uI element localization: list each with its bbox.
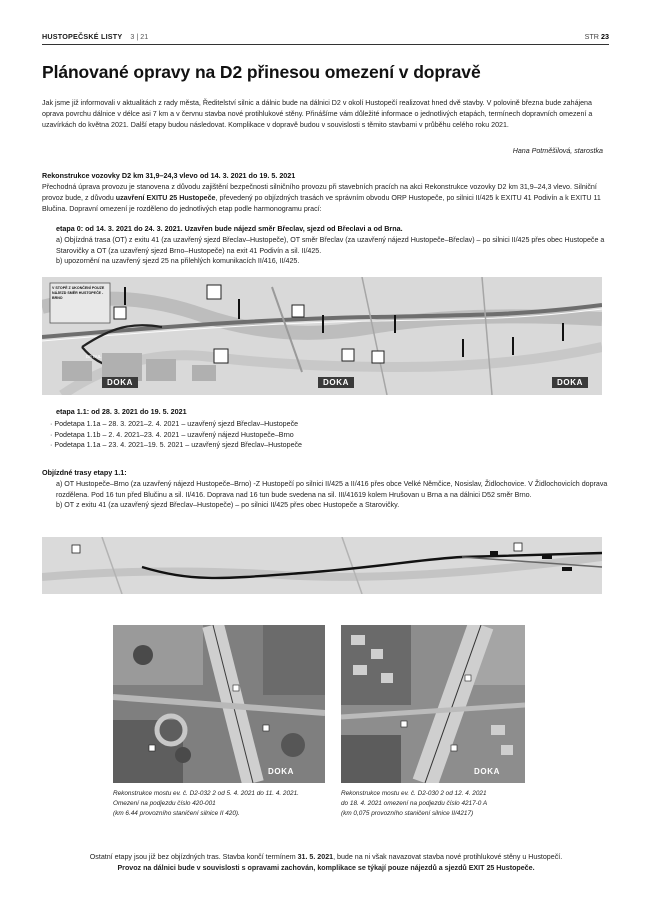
stage11-list [50,419,610,451]
photo1-caption-line1: Rekonstrukce mostu ev. č. D2-032 2 od 5. 4. 2021 do 11. 4. 2021. [113,790,299,797]
aerial-photo-bridge-1 [113,625,325,783]
footer-line1 [42,852,610,863]
stage0-item-b: b) upozornění na uzavřený sjezd 25 na přilehlých komunikacích II/416, II/425. [56,257,300,266]
photo2-caption-line3: (km 0,075 provozního staničení silnice II/4217) [341,810,474,817]
detour-map-stage11 [42,537,602,594]
photo2-doka-logo: DOKA [474,767,500,776]
photo1-doka-logo: DOKA [268,767,294,776]
map-detail-label: DETAIL [86,354,102,359]
reconstruction-paragraph [42,182,612,214]
map-stage11-graphic [42,537,602,594]
photo2-caption-line2: do 18. 4. 2021 omezení na podjezdu číslo 4217-0 A [341,800,488,807]
header-rule [42,44,609,45]
photo1-caption-line3: (km 6.44 provozního staničení silnice II 420). [113,810,240,817]
photo2-caption [341,789,571,819]
doka-logo-3: DOKA [552,377,588,388]
stage11-item-3: · Podetapa 1.1a – 23. 4. 2021–19. 5. 2021 – uzavřený sjezd Břeclav–Hustopeče [50,441,303,450]
header-right [585,32,609,41]
stage11-item-1: · Podetapa 1.1a – 28. 3. 2021–2. 4. 2021 – uzavřený sjezd Břeclav–Hustopeče [50,420,299,428]
stage0-heading: etapa 0: od 14. 3. 2021 do 24. 3. 2021. Uzavřen bude nájezd směr Břeclav, sjezd od Břeclavi a od Brna. [56,224,403,233]
footer-text-2: , bude na ni však navazovat stavba nové protihlukové stěny u Hustopečí. [333,853,563,861]
page-number: 23 [601,31,609,41]
detours-heading: Objízdné trasy etapy 1.1: [42,468,127,477]
detour-item-a: a) OT Hustopeče–Brno (za uzavřený nájezd Hustopeče–Brno) -Z Hustopečí po silnici II/425 a II/416 přes obce Velké Němčice, Nosislav, Židlochovice. V Židlochovicích doprava rozdělena. Pod 16 tun před Blučinu a sil. II/416. Doprava nad 16 tun bude svedena na sil. III/41619 kolem Hrušovan u Brna a na dálnici D52 směr Brno. [56,480,608,499]
issue-number: 3 | 21 [130,31,149,41]
photo2-caption-line1: Rekonstrukce mostu ev. č. D2-030 2 od 12. 4. 2021 [341,790,487,797]
page-prefix: STR [584,31,599,41]
detour-item-b: b) OT z exitu 41 (za uzavřený sjezd Břeclav–Hustopeče) – po silnici II/425 přes obec Hustopeče a Starovičky. [56,501,400,510]
reconstruction-text-1: Přechodná úprava provozu je stanovena z důvodu zajištění bezpečnosti silničního provozu při stavebních pracích na akci Rekonstrukce vozovky D2 km 31,9–24,3 vlevo. Silniční provoz bude, z důvodu [42,183,597,202]
stage0-list [56,235,612,267]
stage11-item-2: · Podetapa 1.1b – 2. 4. 2021–23. 4. 2021 – uzavřený nájezd Hustopeče–Brno [50,430,294,439]
detours-list [56,479,612,511]
stage0-item-a: a) Objízdná trasa (OT) z exitu 41 (za uzavřený sjezd Břeclav–Hustopeče), OT směr Břeclav (za uzavřený nájezd Hustopeče–Břeclav) – po silnici II/425 přes obec Hustopeče a Starovičky a OT (za uzavřený sjezd Brno–Hustopeče) na exit 41 Podivín a sil. II/425. [56,236,605,255]
footer-text-1: Ostatní etapy jsou již bez objízdných tras. Stavba končí termínem [89,853,298,861]
doka-logo-2: DOKA [318,377,354,388]
article-footer [42,852,610,874]
footer-end-date: 31. 5. 2021 [297,853,334,861]
article-intro: Jak jsme již informovali v aktualitách z rady města, Ředitelství silnic a dálnic bude na dálnici D2 v okolí Hustopečí realizovat hned dvě stavby. V polovině března bude zahájena oprava povrchu dálnice v délce asi 7 km a v červnu stavba nové protihlukové stěny. Přinášíme vám důležité informace o jednotlivých etapách, termínech dopravních omezení a uzavírkách do května 2021. Další etapy budou následovat. Komplikace v dopravě budou v souvislosti s těmito stavbami v průběhu celého roku 2021. [42,99,593,129]
doka-logo: DOKA [102,377,138,388]
stage11-heading: etapa 1.1: od 28. 3. 2021 do 19. 5. 2021 [56,407,187,416]
article-title: Plánované opravy na D2 přinesou omezení v dopravě [42,62,481,82]
photo1-caption-line2: Omezení na podjezdu číslo 420-001 [113,800,216,807]
reconstruction-text-2: , převedený po objízdných trasách ve správním obvodu ORP Hustopeče, po silnici II/425 k EXITU 41 Podivín a k EXITU 11 Blučina. Dopravní omezení je rozděleno do jednotlivých etap podle harmonogramu prací: [42,193,601,213]
section-heading-reconstruction: Rekonstrukce vozovky D2 km 31,9–24,3 vlevo od 14. 3. 2021 do 19. 5. 2021 [42,171,296,180]
article-signature: Hana Potměšilová, starostka [512,147,603,155]
header-left [42,32,148,41]
detour-map-stage0 [42,277,602,395]
photo1-caption [113,789,343,819]
footer-line2: Provoz na dálnici bude v souvislosti s opravami zachován, komplikace se týkají pouze nájezdů a sjezdů EXIT 25 Hustopeče. [117,864,535,872]
aerial-photo-1-graphic [113,625,325,783]
aerial-photo-2-graphic [341,625,525,783]
publication-name: HUSTOPEČSKÉ LISTY [42,31,123,41]
exit-closure-bold: uzavření EXITU 25 Hustopeče [115,193,216,202]
page-header [42,29,609,43]
map-sign-text: V STOPĚ Z UKONČENÍ POUZE NÁJEZD SMĚR HUSTOPEČE - BRNO [52,286,105,300]
aerial-photo-bridge-2 [341,625,525,783]
